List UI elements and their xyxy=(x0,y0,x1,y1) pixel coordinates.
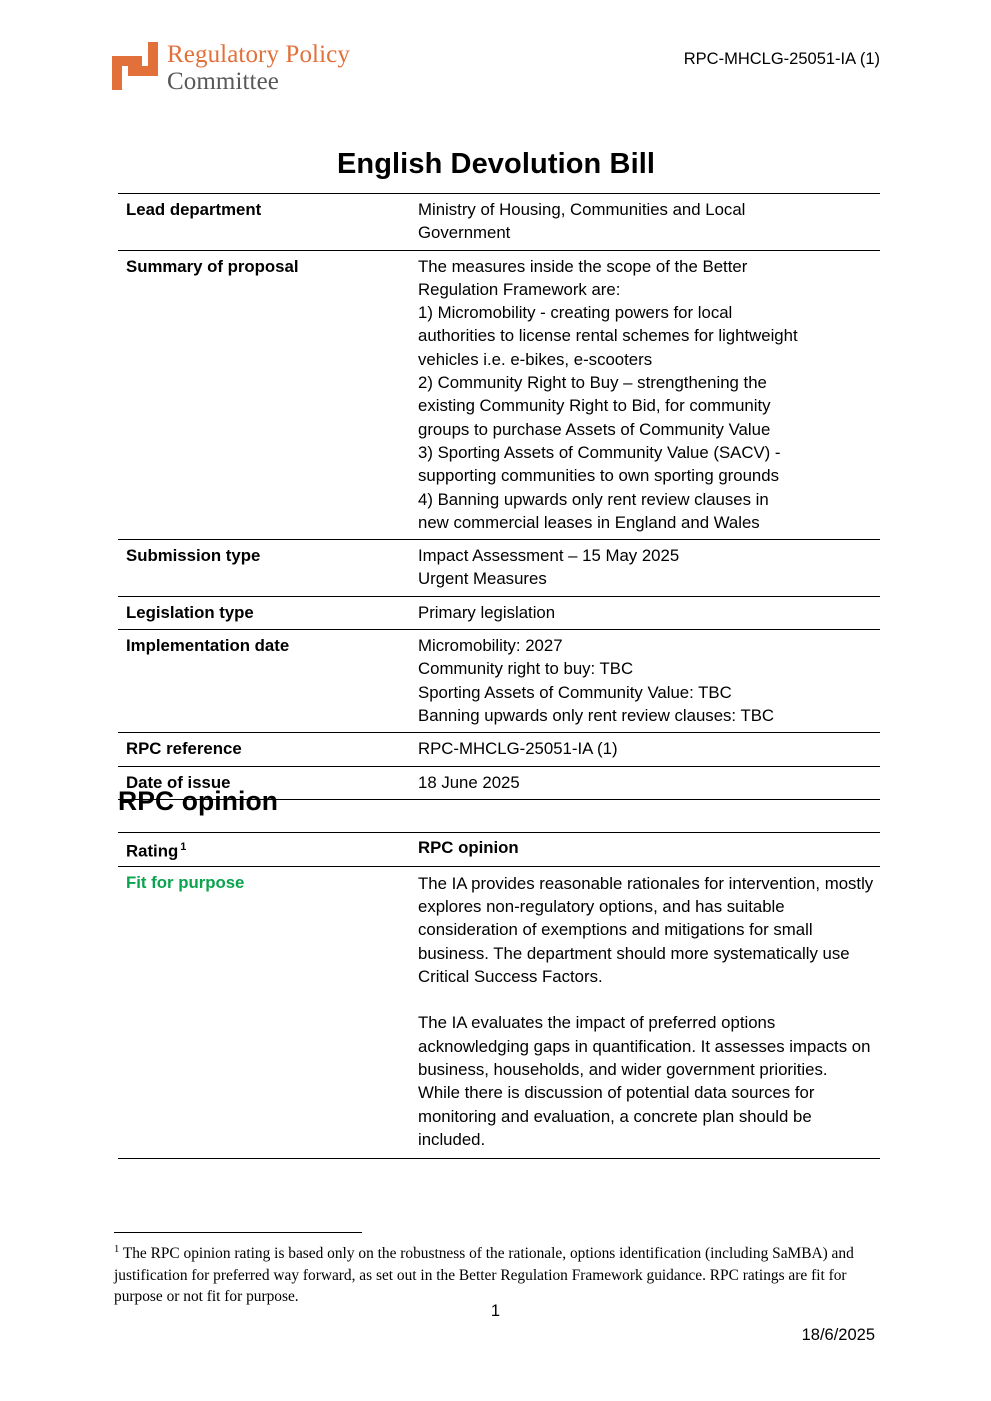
page-title: English Devolution Bill xyxy=(336,148,656,180)
column-header-opinion: RPC opinion xyxy=(410,833,880,867)
value-line: Ministry of Housing, Communities and Local xyxy=(418,200,746,219)
value-line: Impact Assessment – 15 May 2025 xyxy=(418,546,680,566)
value-line: 1) Micromobility - creating powers for local xyxy=(418,303,733,323)
value-line: 3) Sporting Assets of Community Value (SACV) - xyxy=(418,442,781,462)
value-line: vehicles i.e. e-bikes, e-scooters xyxy=(418,349,653,369)
column-header-rating-label: Rating xyxy=(126,841,179,861)
value-line: Regulation Framework are: xyxy=(418,279,621,299)
row-label-implementation-date: Implementation date xyxy=(118,630,410,733)
document-reference: RPC-MHCLG-25051-IA (1) xyxy=(683,50,880,68)
footnote-number: 1 xyxy=(114,1244,120,1255)
footnote-text: The RPC opinion rating is based only on the robustness of the rationale, options identification (including SaMBA) and justification for preferred way forward, as set out in the Better Regulation Framework guidance. RPC ratings are fit for purpose or not fit for purpose. xyxy=(114,1245,854,1306)
row-label-rpc-reference: RPC reference xyxy=(118,733,410,766)
value-line: new commercial leases in England and Wales xyxy=(418,512,760,532)
table-row xyxy=(118,540,880,597)
logo-line-committee: Committee xyxy=(167,68,279,95)
document-header xyxy=(112,40,880,102)
opinion-paragraph-2: The IA evaluates the impact of preferred options acknowledging gaps in quantification. It assesses impacts on business, households, and wider government priorities. While there is discussion of potential data sources for monitoring and evaluation, a concrete plan should be included. xyxy=(418,1013,871,1149)
row-value-implementation-date xyxy=(410,630,880,733)
footer-date: 18/6/2025 xyxy=(801,1326,875,1344)
value-line: Micromobility: 2027 xyxy=(418,636,563,656)
value-line: The measures inside the scope of the Better xyxy=(418,256,748,276)
row-value-legislation-type xyxy=(410,596,880,629)
row-label-legislation-type: Legislation type xyxy=(118,596,410,629)
value-line: RPC-MHCLG-25051-IA (1) xyxy=(418,739,618,759)
table-row xyxy=(118,630,880,733)
value-line: Primary legislation xyxy=(418,602,556,622)
rpc-logo xyxy=(112,40,350,95)
value-line: Sporting Assets of Community Value: TBC xyxy=(418,682,732,702)
table-row xyxy=(118,194,880,251)
table-row xyxy=(118,250,880,540)
page-number: 1 xyxy=(490,1302,501,1320)
value-line: 18 June 2025 xyxy=(418,772,520,792)
row-label-lead-department: Lead department xyxy=(118,194,410,251)
row-label-summary-of-proposal: Summary of proposal xyxy=(118,250,410,540)
row-value-summary-of-proposal xyxy=(410,250,880,540)
section-heading-rpc-opinion: RPC opinion xyxy=(118,786,279,816)
value-line: Urgent Measures xyxy=(418,569,547,589)
opinion-text-cell xyxy=(410,866,880,1158)
row-value-date-of-issue xyxy=(410,766,880,799)
summary-table xyxy=(118,193,880,800)
column-header-rating xyxy=(118,833,410,867)
footnote xyxy=(114,1239,876,1308)
rpc-bracket-logo-icon xyxy=(112,42,158,90)
table-row xyxy=(118,733,880,766)
status-badge-rating: Fit for purpose xyxy=(118,866,410,1158)
row-value-submission-type xyxy=(410,540,880,597)
value-line: Banning upwards only rent review clauses: TBC xyxy=(418,705,775,725)
row-label-date-of-issue: Date of issue xyxy=(118,766,410,799)
table-row xyxy=(118,866,880,1158)
value-line: 2) Community Right to Buy – strengthening the xyxy=(418,373,767,393)
row-label-submission-type: Submission type xyxy=(118,540,410,597)
rpc-logo-wordmark xyxy=(167,40,350,95)
table-header-row xyxy=(118,833,880,867)
footnote-reference-marker: 1 xyxy=(180,841,187,853)
logo-line-regulatory-policy: Regulatory Policy xyxy=(167,41,350,68)
value-line: Government xyxy=(418,223,511,243)
value-line: 4) Banning upwards only rent review clauses in xyxy=(418,489,769,509)
value-line: Community right to buy: TBC xyxy=(418,659,634,679)
value-line: authorities to license rental schemes for lightweight xyxy=(418,326,798,346)
opinion-paragraph-1: The IA provides reasonable rationales for intervention, mostly explores non-regulatory options, and has suitable consideration of exemptions and mitigations for small business. The department should more systematically use Critical Success Factors. xyxy=(418,873,874,987)
footnote-separator xyxy=(114,1232,362,1233)
paragraph-spacer xyxy=(418,988,874,1011)
row-value-lead-department xyxy=(410,194,880,251)
row-value-rpc-reference xyxy=(410,733,880,766)
value-line: existing Community Right to Bid, for community xyxy=(418,396,771,416)
value-line: supporting communities to own sporting grounds xyxy=(418,466,779,486)
table-row xyxy=(118,596,880,629)
value-line: groups to purchase Assets of Community Value xyxy=(418,419,771,439)
opinion-table xyxy=(118,832,880,1159)
